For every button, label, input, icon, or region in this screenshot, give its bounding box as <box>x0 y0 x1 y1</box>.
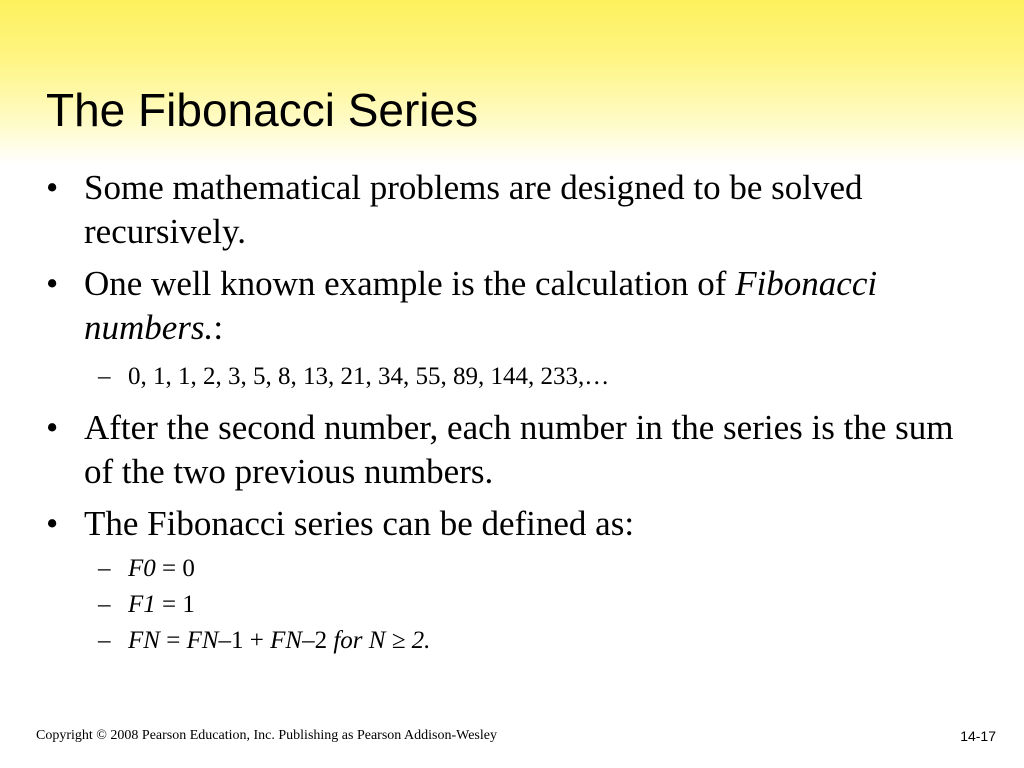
definition-term: FN <box>186 627 219 654</box>
sub-bullet-mark: – <box>98 627 111 654</box>
sub-item-sequence <box>0 362 1024 392</box>
definition-value: = 1 <box>155 591 195 618</box>
bullet-item <box>0 166 1024 254</box>
bullet-item <box>0 502 1024 546</box>
definition-term: F1 <box>128 591 156 618</box>
bullet-text-italic: Fibonacci numbers. <box>84 264 878 347</box>
definition-fn <box>0 626 1024 656</box>
slide-body <box>0 166 1024 662</box>
bullet-text: : <box>213 308 224 347</box>
slide-title: The Fibonacci Series <box>46 84 479 136</box>
definition-term: F0 <box>128 555 156 582</box>
bullet-mark: • <box>46 168 59 207</box>
page-number: 14-17 <box>960 728 996 744</box>
definition-f1 <box>0 590 1024 620</box>
sub-bullet-mark: – <box>98 555 111 582</box>
bullet-item <box>0 262 1024 350</box>
bullet-text: After the second number, each number in the series is the sum of the two previous numbers. <box>84 408 954 491</box>
definition-condition: for N ≥ 2. <box>333 627 431 654</box>
sub-bullet-mark: – <box>98 591 111 618</box>
bullet-text: Some mathematical problems are designed to be solved recursively. <box>84 168 863 251</box>
definition-term: FN <box>128 627 160 654</box>
bullet-mark: • <box>46 264 59 303</box>
bullet-item <box>0 406 1024 494</box>
definition-value: = 0 <box>155 555 195 582</box>
bullet-mark: • <box>46 504 59 543</box>
fibonacci-sequence: 0, 1, 1, 2, 3, 5, 8, 13, 21, 34, 55, 89, 144, 233,… <box>128 363 610 390</box>
definition-text: –2 <box>302 627 334 654</box>
definition-text: = <box>159 627 187 654</box>
definition-text: –1 + <box>218 627 271 654</box>
bullet-mark: • <box>46 408 59 447</box>
definition-term: FN <box>270 627 303 654</box>
sub-bullet-mark: – <box>98 363 111 390</box>
bullet-text: One well known example is the calculation of <box>84 264 736 303</box>
bullet-text: The Fibonacci series can be defined as: <box>84 504 635 543</box>
copyright-footer: Copyright © 2008 Pearson Education, Inc. Publishing as Pearson Addison-Wesley <box>36 728 497 743</box>
definition-f0 <box>0 554 1024 584</box>
